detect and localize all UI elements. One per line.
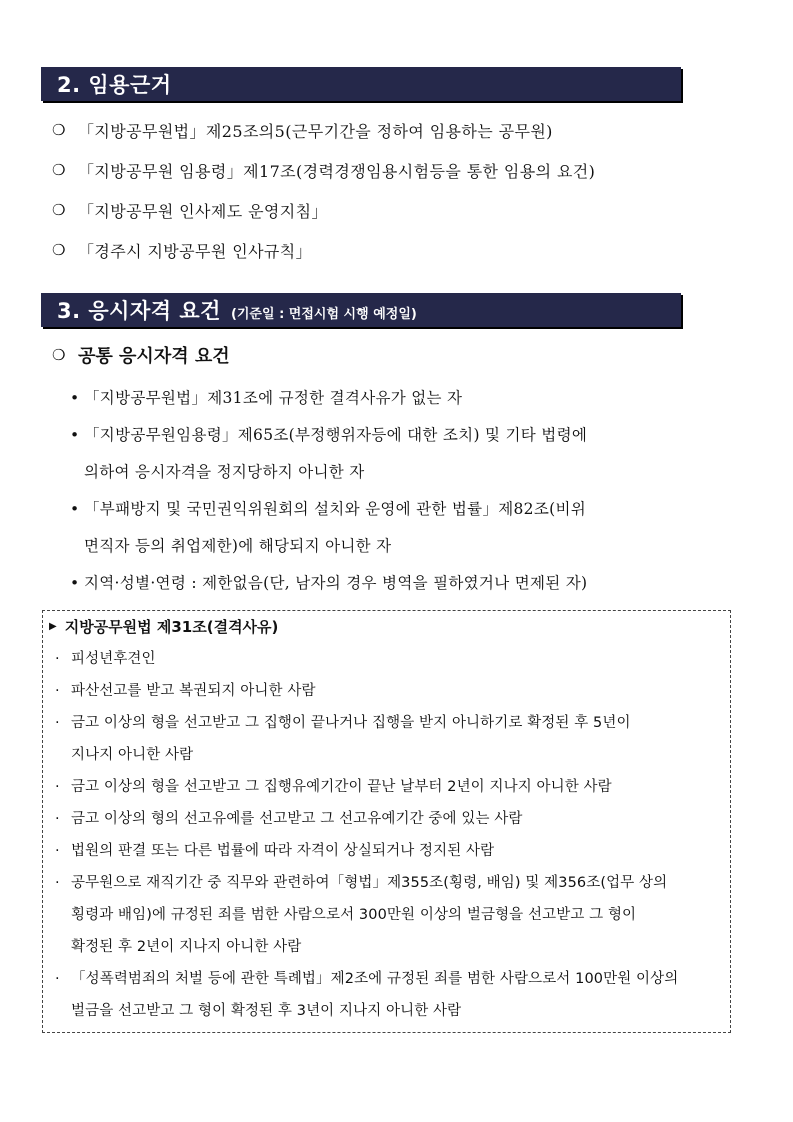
- legal-basis-list: [52, 110, 595, 270]
- disqualification-line: 법원의 판결 또는 다른 법률에 따라 자격이 상실되거나 정지된 사람: [71, 843, 495, 859]
- circle-bullet-icon: ❍: [52, 346, 66, 364]
- disqualification-item: [55, 835, 725, 867]
- middle-dot-icon: ·: [55, 779, 60, 795]
- middle-dot-icon: ·: [55, 875, 60, 891]
- middle-dot-icon: ·: [55, 811, 60, 827]
- middle-dot-icon: ·: [55, 843, 60, 859]
- requirement-line-continued: 면직자 등의 취업제한)에 해당되지 아니한 자: [84, 537, 392, 555]
- legal-basis-text: 「경주시 지방공무원 인사규칙」: [78, 241, 313, 261]
- disqualification-line: 금고 이상의 형을 선고받고 그 집행유예기간이 끝난 날부터 2년이 지나지 아니한 사람: [71, 779, 612, 795]
- disqualification-line: 파산선고를 받고 복권되지 아니한 사람: [71, 683, 316, 699]
- requirement-line: 「부패방지 및 국민권익위원회의 설치와 운영에 관한 법률」제82조(비위: [84, 500, 587, 518]
- disqualification-item: [55, 771, 725, 803]
- bullet-dot-icon: •: [70, 500, 80, 518]
- middle-dot-icon: ·: [55, 715, 60, 731]
- middle-dot-icon: ·: [55, 971, 60, 987]
- disqualification-item: [55, 867, 725, 963]
- disqualification-list: [55, 643, 725, 1027]
- legal-basis-item: [52, 110, 595, 150]
- disqualification-line: 금고 이상의 형을 선고받고 그 집행이 끝나거나 집행을 받지 아니하기로 확정된 후 5년이: [71, 715, 631, 731]
- section-3-reference-date-note: (기준일 : 면접시험 시행 예정일): [230, 306, 417, 322]
- bullet-dot-icon: •: [70, 389, 80, 407]
- triangle-right-icon: ▶: [49, 620, 57, 632]
- middle-dot-icon: ·: [55, 683, 60, 699]
- requirement-line: 「지방공무원임용령」제65조(부정행위자등에 대한 조치) 및 기타 법령에: [84, 426, 588, 444]
- disqualification-item: [55, 675, 725, 707]
- legal-basis-item: [52, 230, 595, 270]
- section-2-title: 2. 임용근거: [57, 73, 172, 97]
- requirement-line: 「지방공무원법」제31조에 규정한 결격사유가 없는 자: [84, 389, 463, 407]
- disqualification-line-continued: 횡령과 배임)에 규정된 죄를 범한 사람으로서 300만원 이상의 벌금형을 선고받고 그 형이: [71, 907, 637, 923]
- legal-basis-item: [52, 190, 595, 230]
- circle-bullet-icon: ❍: [52, 161, 66, 179]
- section-2-header: [41, 67, 681, 101]
- section-3-title: 3. 응시자격 요건: [57, 299, 221, 323]
- disqualification-box-title: [49, 613, 278, 639]
- disqualification-item: [55, 707, 725, 771]
- circle-bullet-icon: ❍: [52, 201, 66, 219]
- disqualification-line-continued: 지나지 아니한 사람: [71, 747, 194, 763]
- disqualification-line: 「성폭력범죄의 처벌 등에 관한 특례법」제2조에 규정된 죄를 범한 사람으로서 100만원 이상의: [71, 971, 679, 987]
- disqualification-item: [55, 803, 725, 835]
- disqualification-line: 공무원으로 재직기간 중 직무와 관련하여「형법」제355조(횡령, 배임) 및 제356조(업무 상의: [71, 875, 668, 891]
- section-3-header: [41, 293, 681, 327]
- legal-basis-text: 「지방공무원 임용령」제17조(경력경쟁임용시험등을 통한 임용의 요건): [78, 161, 596, 181]
- common-requirements-title: 공통 응시자격 요건: [78, 346, 230, 367]
- requirement-item: [70, 565, 730, 602]
- common-requirements-heading: [52, 340, 230, 370]
- disqualification-line-continued: 벌금을 선고받고 그 형이 확정된 후 3년이 지나지 아니한 사람: [71, 1003, 462, 1019]
- requirement-line-continued: 의하여 응시자격을 정지당하지 아니한 자: [84, 463, 365, 481]
- disqualification-box: [42, 610, 731, 1033]
- circle-bullet-icon: ❍: [52, 121, 66, 139]
- requirement-item: [70, 417, 730, 491]
- disqualification-line: 금고 이상의 형의 선고유예를 선고받고 그 선고유예기간 중에 있는 사람: [71, 811, 523, 827]
- bullet-dot-icon: •: [70, 574, 80, 592]
- disqualification-item: [55, 963, 725, 1027]
- legal-basis-text: 「지방공무원 인사제도 운영지침」: [78, 201, 328, 221]
- requirement-item: [70, 380, 730, 417]
- bullet-dot-icon: •: [70, 426, 80, 444]
- legal-basis-item: [52, 150, 595, 190]
- circle-bullet-icon: ❍: [52, 241, 66, 259]
- requirement-line: 지역·성별·연령 : 제한없음(단, 남자의 경우 병역을 필하였거나 면제된 자): [84, 574, 588, 592]
- requirements-list: [70, 380, 730, 602]
- middle-dot-icon: ·: [55, 651, 60, 667]
- disqualification-title-text: 지방공무원법 제31조(결격사유): [64, 617, 279, 636]
- requirement-item: [70, 491, 730, 565]
- disqualification-line: 피성년후견인: [71, 651, 156, 667]
- disqualification-line-continued: 확정된 후 2년이 지나지 아니한 사람: [71, 939, 302, 955]
- disqualification-item: [55, 643, 725, 675]
- legal-basis-text: 「지방공무원법」제25조의5(근무기간을 정하여 임용하는 공무원): [78, 121, 553, 141]
